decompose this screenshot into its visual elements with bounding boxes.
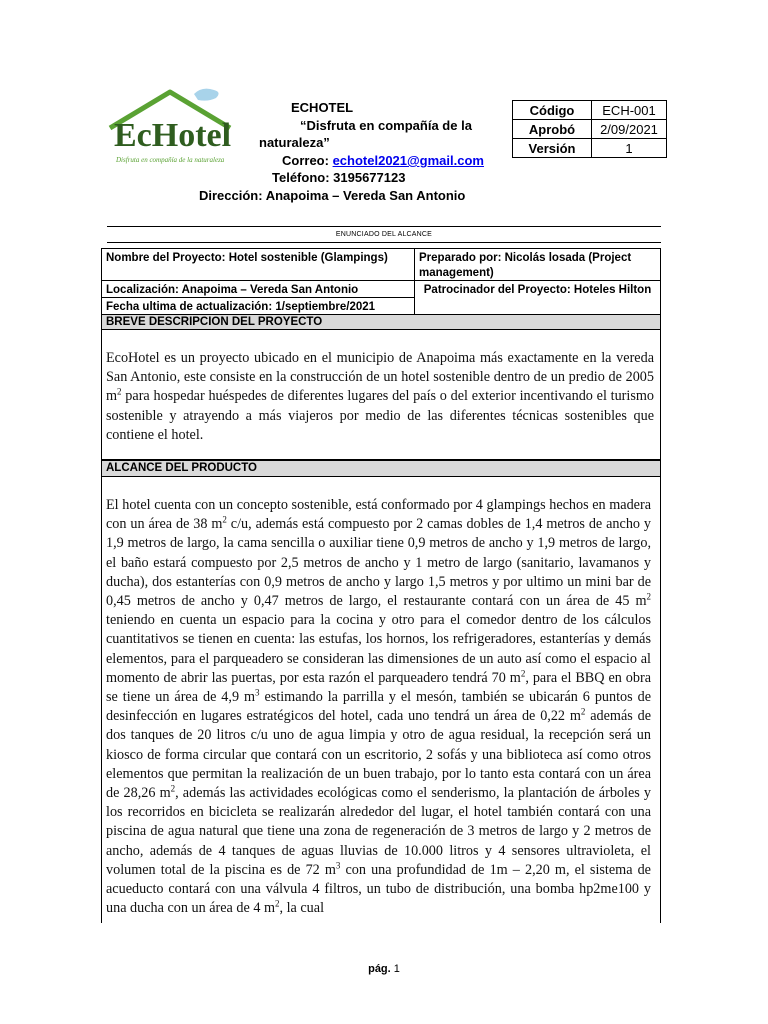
description-title-bar [102,314,660,329]
echotel-logo [104,84,236,170]
doc-info-row [513,101,667,120]
version-value: 1 [592,139,667,158]
phone-label: Teléfono: [272,170,330,185]
scope-statement-label: ENUNCIADO DEL ALCANCE [335,231,433,238]
sponsor-cell [415,281,660,298]
top-rule [107,226,661,227]
label-rule [107,242,661,243]
description-title: BREVE DESCRIPCION DEL PROYECTO [106,316,323,328]
page-number [0,963,768,975]
scope-title-bar [101,460,661,477]
scope-title: ALCANCE DEL PRODUCTO [106,462,257,474]
approved-label: Aprobó [513,120,592,139]
slogan-line1: “Disfruta en compañía de la [300,118,472,133]
email-label: Correo: [282,153,329,168]
prepared-by-line2: management) [419,267,494,279]
doc-info-row [513,120,667,139]
version-label: Versión [513,139,592,158]
scope-text: El hotel cuenta con un concepto sostenible, está conformado por 4 glampings hechos en madera con un área de 38 $m^2$ c/u, además está compuesto por 2 camas dobles de 1,4 metros de ancho y 1,9 metros de largo, la cama sencilla o auxiliar tiene 0,9 metros de ancho y 1,9 metros de largo, el baño estará compuesto por 2,5 metros de ancho y 1 metro de largo (sanitario, lavamanos y ducha), dos estanterías con 0,9 metros de ancho y largo 1,5 metros y por ultimo un mini bar de 0,45 metros de ancho y 0,47 metros de largo, el restaurante contará con un área de 45 $m^2$ teniendo en cuenta un espacio para la cocina y otro para el comedor dentro de los cálculos cuantitativos se tienen en cuenta: las estufas, los hornos, los refrigeradores, estanterías y demás elementos, para el parqueadero se consideran las dimensiones de un auto así como el espacio al momento de abrir las puertas, por esta razón el parqueadero tendrá 70 $m^2$, para el BBQ en obra se tiene un área de 4,9 $m^3$ estimando la parrilla y el mesón, también se ubicarán 6 puntos de desinfección en lugares estratégicos del hotel, cada uno tendrá un área de 0,22 $m^2$ además de dos tanques de 20 litros c/u uno de agua limpia y otro de agua residual, la recepción será un kiosco de forma circular que contará con un escritorio, 2 sofás y una biblioteca así como otros elementos que permitan la realización de un buen trabajo, por lo tanto esta contará con un área de 28,26 $m^2$, además las actividades ecológicas como el senderismo, la plantación de árboles y los recorridos en bicicleta se realizarán alrededor del lugar, el hotel también contará con una piscina de agua natural que tiene una zona de regeneración de 3 metros de largo y 2 metros de ancho, además de 4 tanques de aguas lluvias de 10.000 litros y 4 sensores ultravioleta, el volumen total de la piscina es de 72 $m^3$ con una profundidad de 1m – 2,20 m, el sistema de acueducto contará con una válvula 4 filtros, un tubo de distribución, una bomba hp2me100 y una ducha con un área de 4 $m^2$, la cual [106,497,651,917]
location-cell [102,281,415,298]
address-label: Dirección: [199,188,263,203]
cloud-icon [194,89,219,101]
page-prefix: pág. [368,963,391,975]
project-name-cell [102,249,415,281]
code-value: ECH-001 [592,101,667,120]
address-value: Anapoima – Vereda San Antonio [265,188,466,203]
last-updated: Fecha ultima de actualización: 1/septiembre/2021 [106,301,376,313]
logo-wordmark: EcHotel [114,117,232,154]
approved-value: 2/09/2021 [592,120,667,139]
location: Localización: Anapoima – Vereda San Antonio [106,284,359,296]
phone-line [272,169,405,187]
prepared-by-line1: Preparado por: Nicolás losada (Project [419,252,632,264]
document-info-table [512,100,667,158]
email-line [282,152,484,170]
logo-tagline: Disfruta en compañía de la naturaleza [116,156,225,164]
doc-info-row [513,139,667,158]
description-text: EcoHotel es un proyecto ubicado en el municipio de Anapoima más exactamente en la vereda San Antonio, este consiste en la construcción de un hotel sostenible dentro de un predio de 2005 $m^2$ para hospedar huéspedes de diferentes lugares del país o del exterior incentivando el turismo sostenible y atrayendo a más viajeros por medio de las diferentes técnicas sostenibles que contiene el hotel. [106,350,654,443]
sponsor: Patrocinador del Proyecto: Hoteles Hilton [423,284,652,296]
phone-value: 3195677123 [333,170,406,185]
email-link[interactable]: echotel2021@gmail.com [332,153,484,168]
code-label: Código [513,101,592,120]
company-name: ECHOTEL [291,100,354,115]
prepared-by-cell [415,249,660,281]
address-line [199,187,465,205]
project-name: Nombre del Proyecto: Hotel sostenible (Glampings) [106,252,388,264]
updated-cell [102,298,415,314]
project-info-grid [101,248,661,330]
slogan-line2: naturaleza” [259,135,330,150]
page-number-value: 1 [393,963,400,975]
